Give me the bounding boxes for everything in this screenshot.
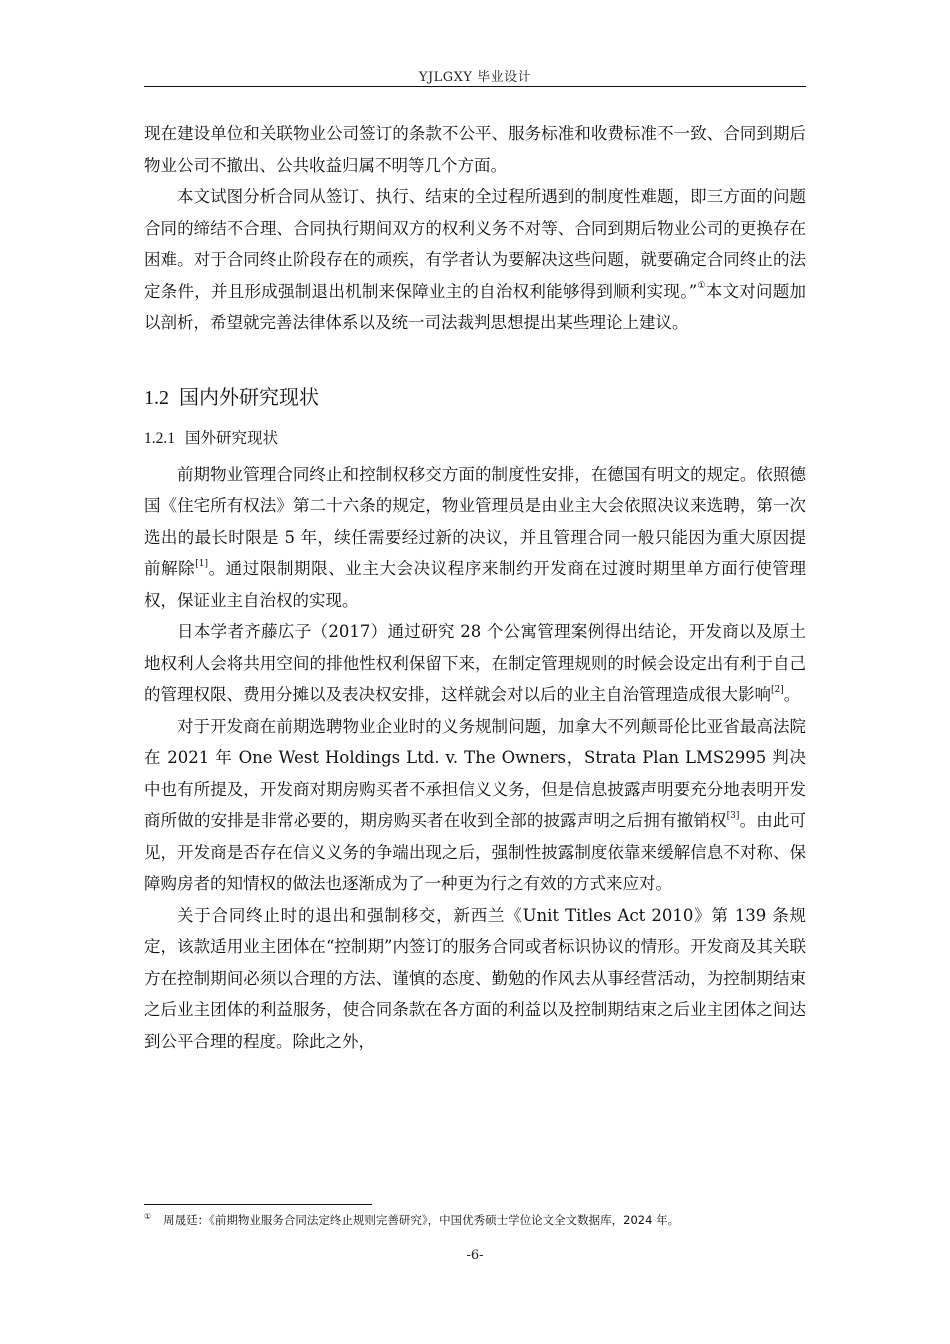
paragraph-text: 本文对问题加以剖析，希望就完善法律体系以及统一司法裁判思想提出某些理论上建议。 [144,281,807,332]
paragraph-text: 前期物业管理合同终止和控制权移交方面的制度性安排，在德国有明文的规定。依照德国《住宅所有权法》第二十六条的规定，物业管理员是由业主大会依照决议来选聘，第一次选出的最长时限是 5 年，续任需要经过新的决议，并且管理合同一般只能因为重大原因提前解除 [144,464,806,578]
paragraph-3 [144,459,806,617]
paragraph-1 [144,118,806,181]
paragraph-text: 。 [783,685,801,704]
subsection-title: 国外研究现状 [185,428,279,447]
paragraph-2 [144,181,806,339]
footnote-divider [144,1204,372,1205]
header-divider [144,86,806,87]
subsection-heading [144,421,806,455]
paragraph-4 [144,616,806,711]
section-number: 1.2 [144,386,169,409]
paragraph-text: 关于合同终止时的退出和强制移交，新西兰《Unit Titles Act 2010》第 139 条规定，该款适用业主团体在“控制期”内签订的服务合同或者标识协议的情形。开发商及其关联方在控制期间必须以合理的方法、谨慎的态度、勤勉的作风去从事经营活动，为控制期结束之后业主团体的利益服务，使合同条款在各方面的利益以及控制期结束之后业主团体之间达到公平合理的程度。除此之外， [144,905,806,1051]
section-heading [144,377,806,417]
paragraph-6 [144,900,806,1058]
section-title: 国内外研究现状 [179,384,319,409]
paragraph-text: 。由此可见，开发商是否存在信义义务的争端出现之后，强制性披露制度依靠来缓解信息不对称、保障购房者的知情权的做法也逐渐成为了一种更为行之有效的方式来应对。 [144,811,807,893]
paragraph-text: 。通过限制期限、业主大会决议程序来制约开发商在过渡时期里单方面行使管理权，保证业主自治权的实现。 [144,559,807,610]
paragraph-5 [144,711,806,900]
paragraph-text: 日本学者齐藤広子（2017）通过研究 28 个公寓管理案例得出结论，开发商以及原土地权利人会将共用空间的排他性权利保留下来，在制定管理规则的时候会设定出有利于自己的管理权限、费用分摊以及表决权安排，这样就会对以后的业主自治管理造成很大影响 [144,622,806,704]
body-text [144,118,806,1057]
paragraph-text: 对于开发商在前期选聘物业企业时的义务规制问题，加拿大不列颠哥伦比亚省最高法院在 2021 年 One West Holdings Ltd. v. The Owners，Strata Plan LMS2995 判决中也有所提及，开发商对期房购买者不承担信义义务，但是信息披露声明要充分地表明开发商所做的安排是非常必要的，期房购买者在收到全部的披露声明之后拥有撤销权 [144,716,806,830]
paragraph-text: 现在建设单位和关联物业公司签订的条款不公平、服务标准和收费标准不一致、合同到期后物业公司不撤出、公共收益归属不明等几个方面。 [144,124,806,175]
subsection-number: 1.2.1 [144,429,175,447]
citation-ref[interactable]: [1] [195,558,209,569]
footnote-mark: ① [144,1212,152,1222]
footnote-text: 周晟廷：《前期物业服务合同法定终止规则完善研究》，中国优秀硕士学位论文全文数据库，2024 年。 [163,1213,680,1227]
paragraph-text: 本文试图分析合同从签订、执行、结束的全过程所遇到的制度性难题，即三方面的问题合同的缔结不合理、合同执行期间双方的权利义务不对等、合同到期后物业公司的更换存在困难。对于合同终止阶段存在的顽疾，有学者认为要解决这些问题，就要确定合同终止的法定条件，并且形成强制退出机制来保障业主的自治权利能够得到顺利实现。” [144,187,806,301]
page-header: YJLGXY 毕业设计 [418,70,532,85]
page-number: -6- [466,1248,484,1263]
footnote [144,1212,806,1228]
citation-ref[interactable]: [3] [726,810,740,821]
citation-ref[interactable]: [2] [771,684,784,695]
footnote-ref[interactable]: ① [697,281,706,291]
